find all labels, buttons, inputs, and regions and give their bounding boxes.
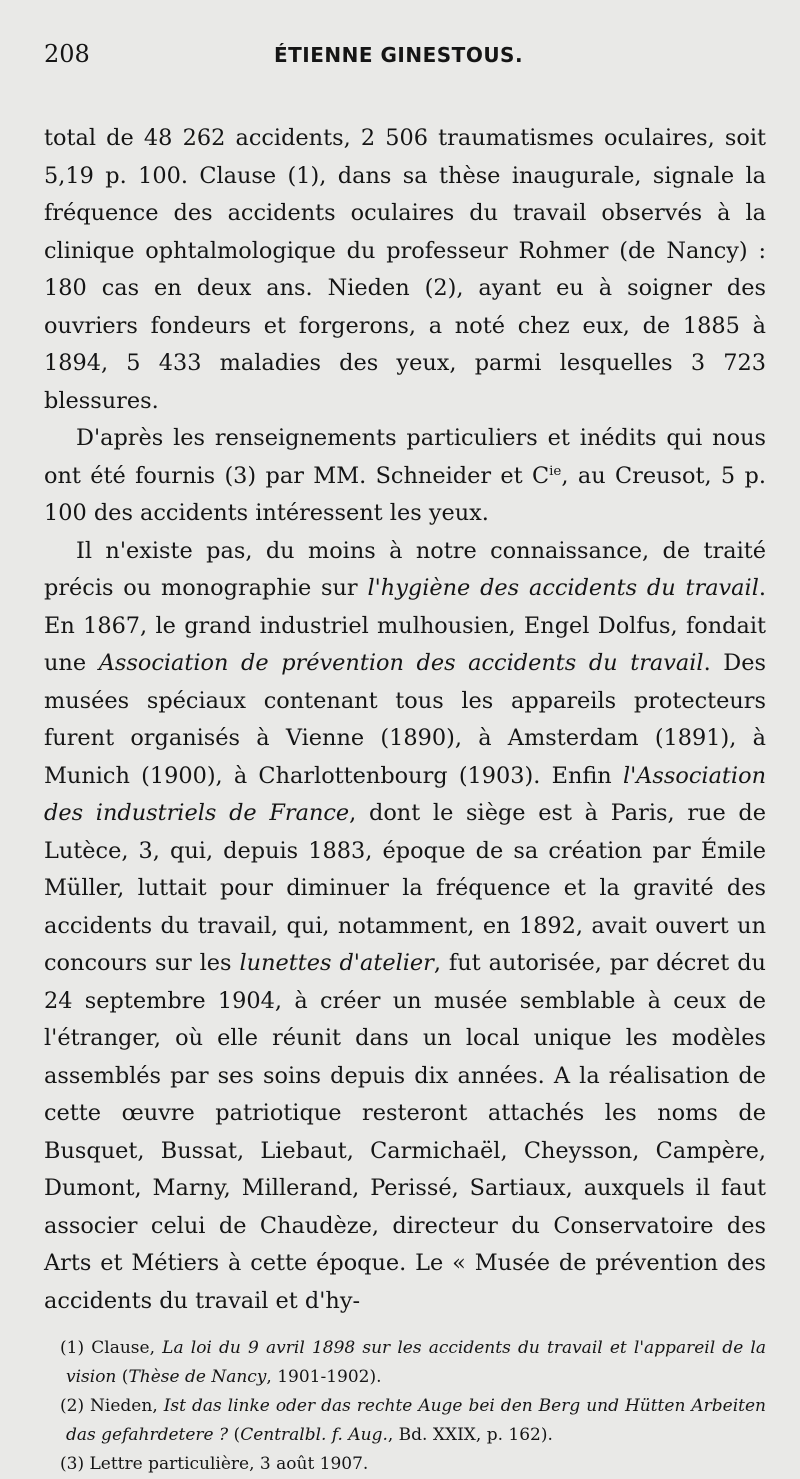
page-number: 208 (44, 40, 90, 68)
italic-lunettes-atelier: lunettes d'atelier (239, 950, 434, 976)
superscript-ie: ie (549, 463, 562, 479)
paragraph-3-text: , dont le siège est à Paris, rue de Lutèce, 3, qui, depuis 1883, époque de sa création par Émile Müller, luttait pour diminuer la fréquence et la gravité des accidents du travail, qui, notamment, en 1892, avait ouvert un concours sur les (44, 800, 766, 976)
footnote-2-source: Centralbl. f. Aug. (240, 1425, 388, 1445)
italic-hygiene: l'hygiène des accidents du travail (367, 575, 759, 601)
paragraph-3-text: . En 1867, le grand industriel mulhousien, Engel Dolfus, fondait une (44, 575, 766, 676)
footnote-2-text-end: , Bd. XXIX, p. 162). (387, 1425, 553, 1445)
italic-association-industriels: l'Association des industriels de France (44, 762, 766, 826)
footnote-1-mark: (1) Clause, (60, 1338, 163, 1358)
footnote-1-text: ( (116, 1367, 129, 1387)
footnote-2-mark: (2) Nieden, (60, 1396, 164, 1416)
footnotes (44, 1334, 766, 1479)
footnote-1-source: Thèse de Nancy (128, 1367, 267, 1387)
paragraph-2 (44, 420, 766, 533)
paragraph-2-text-end: , au Creusot, 5 p. 100 des accidents intéressent les yeux. (44, 462, 766, 526)
body-text (44, 120, 766, 1320)
footnote-2 (44, 1392, 766, 1450)
paragraph-3 (44, 533, 766, 1321)
paragraph-2-text: D'après les renseignements particuliers et inédits qui nous ont été fournis (3) par MM. Schneider et C (44, 425, 766, 489)
footnote-3: (3) Lettre particulière, 3 août 1907. (60, 1454, 369, 1474)
paragraph-3-text: Il n'existe pas, du moins à notre connaissance, de traité précis ou monographie sur (44, 537, 766, 601)
footnote-1-text-end: , 1901-1902). (266, 1367, 382, 1387)
paragraph-1: total de 48 262 accidents, 2 506 traumatismes oculaires, soit 5,19 p. 100. Clause (1), dans sa thèse inaugurale, signale la fréquence des accidents oculaires du travail observés à la clinique ophtalmologique du professeur Rohmer (de Nancy) : 180 cas en deux ans. Nieden (2), ayant eu à soigner des ouvriers fondeurs et forgerons, a noté chez eux, de 1885 à 1894, 5 433 maladies des yeux, parmi lesquelles 3 723 blessures. (44, 125, 766, 414)
footnote-1-title: La loi du 9 avril 1898 sur les accidents du travail et l'appareil de la vision (66, 1338, 767, 1387)
page-header (44, 40, 766, 84)
paragraph-3-text: . Des musées spéciaux contenant tous les appareils protecteurs furent organisés à Vienne (1890), à Amsterdam (1891), à Munich (1900), à Charlottenbourg (1903). Enfin (44, 650, 766, 789)
running-head: ÉTIENNE GINESTOUS. (274, 43, 524, 67)
footnote-1 (44, 1334, 766, 1392)
paragraph-3-text: , fut autorisée, par décret du 24 septembre 1904, à créer un musée semblable à ceux de l'étranger, où elle réunit dans un local unique les modèles assemblés par ses soins depuis dix années. A la réalisation de cette œuvre patriotique resteront attachés les noms de Busquet, Bussat, Liebaut, Carmichaël, Cheysson, Campère, Dumont, Marny, Millerand, Perissé, Sartiaux, auxquels il faut associer celui de Chaudèze, directeur du Conservatoire des Arts et Métiers à cette époque. Le « Musée de prévention des accidents du travail et d'hy- (44, 950, 766, 1314)
footnote-2-text: ( (228, 1425, 241, 1445)
italic-association-prevention: Association de prévention des accidents du travail (98, 650, 704, 676)
footnote-2-title: Ist das linke oder das rechte Auge bei den Berg und Hütten Arbeiten das gefahrdetere ? (66, 1396, 766, 1445)
